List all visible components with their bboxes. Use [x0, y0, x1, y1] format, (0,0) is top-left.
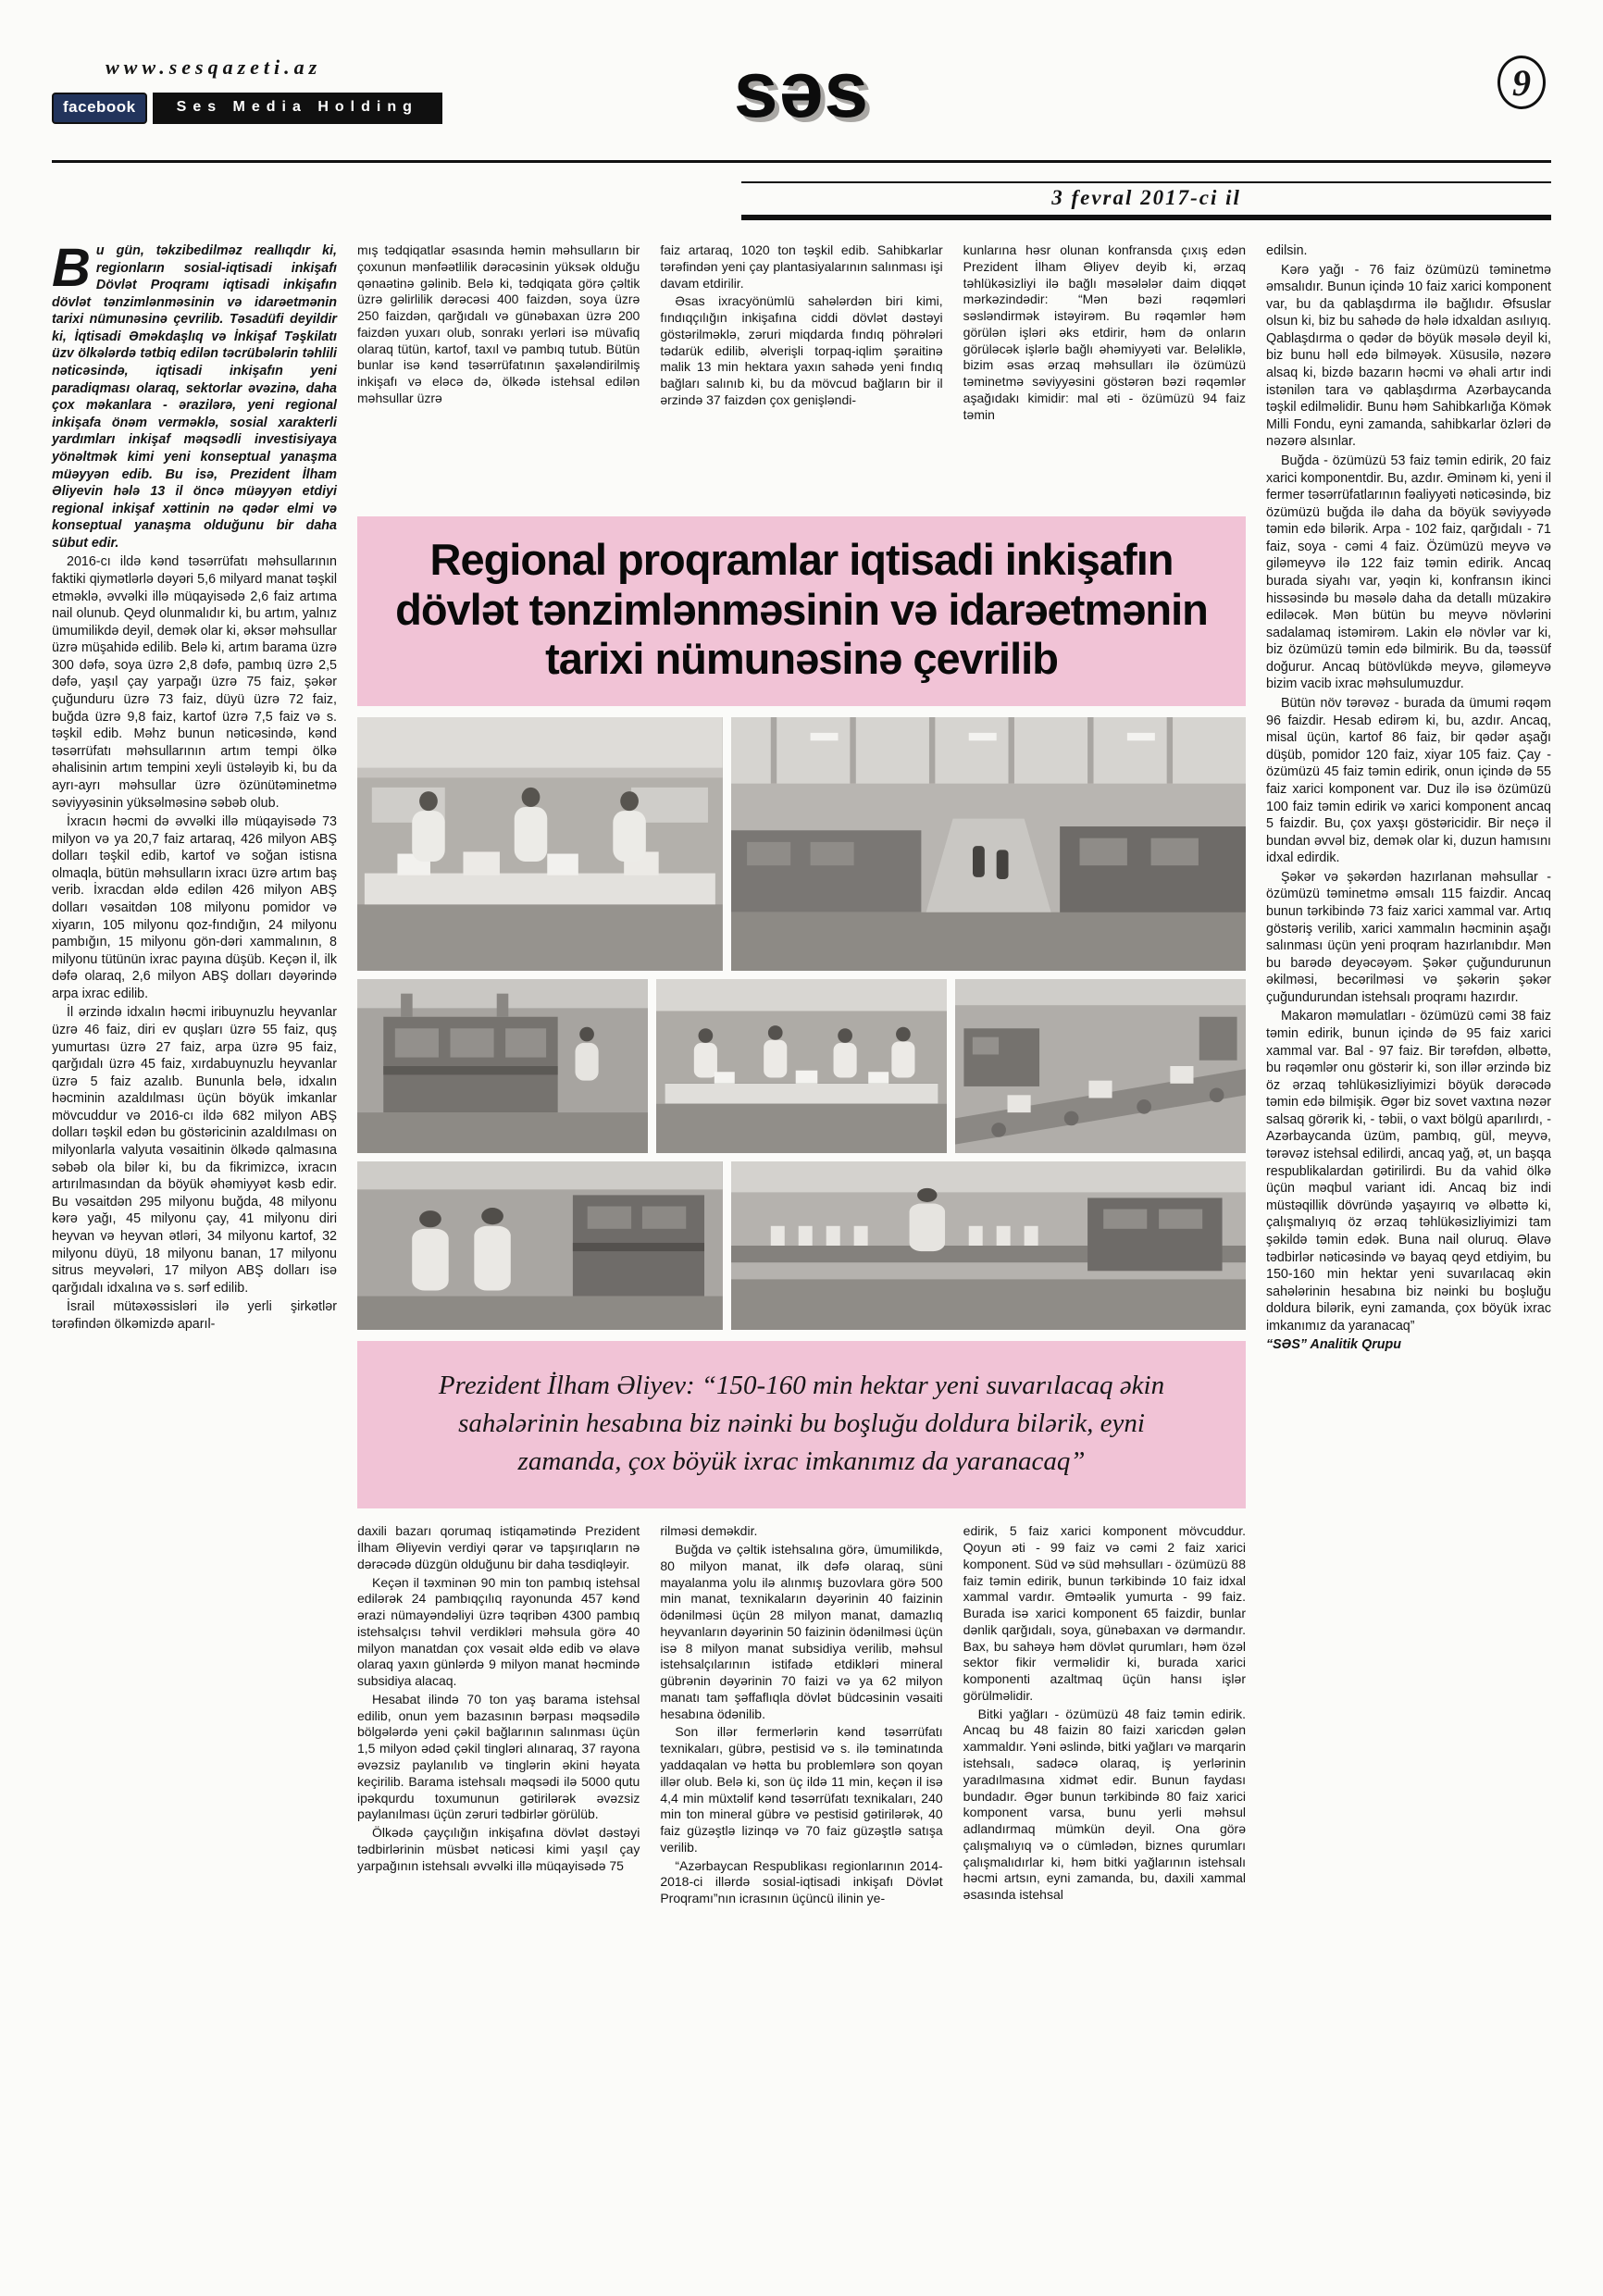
newspaper-logo: səs — [702, 48, 901, 131]
paragraph: Keçən il təxminən 90 min ton pambıq istehsal edilərək 24 pambıqçılıq rayonunda 457 kənd ərazi nümayəndəliyi üzrə təqribən 4300 pambıq istehsalçısı təhvil verdikləri məhsula görə 40 milyon manatdan çox vəsait əldə edib və əlavə olaraq yaxın günlərdə 9 milyon manat həcmində subsidiya alacaq. — [357, 1574, 640, 1689]
holding-name: Ses Media Holding — [153, 93, 442, 124]
article-body — [52, 238, 1551, 1909]
paragraph: Şəkər və şəkərdən hazırlanan məhsullar - özümüzü təminetmə əmsalı 115 faizdir. Ancaq bunun tərkibində 73 faiz xarici xammal var. Artıq göstəriş verilib, xarici xammalın həcminin aşağı salınması üçün yeni proqram hazırlanıbdır. Mən bu barədə deyəcəyəm. Şəkər çuğundurunun əkilməsi, becərilməsi və şəkərin şəkər çuğundurundan istehsalı proqramı hazırdır. — [1266, 869, 1551, 1005]
photo-workers-at-machine — [357, 1161, 723, 1330]
column-2-top — [357, 242, 640, 503]
photo-workers-sorting-tables — [656, 979, 947, 1153]
middle-section — [357, 242, 1246, 1909]
column-1 — [52, 238, 337, 1909]
paragraph: Bütün növ tərəvəz - burada da ümumi rəqəm 96 faizdir. Hesab edirəm ki, bu, azdır. Ancaq, misal üçün, kartof 86 faiz, bir qədər aşağı düşüb, pomidor 120 faiz, xiyar 105 faiz. Çay - özümüzü 45 faiz təmin edirik, onun içində də 55 faiz xarici komponent var. Duz ilə isə özümüzü 100 faiz təmin edirik və xarici komponent ancaq 5 faizdir. Bu, çox yaxşı göstəricidir. Bir neçə il bundan əvvəl biz, demək olar ki, duzun hamısını idxal edirdik. — [1266, 696, 1551, 866]
paragraph: 2016-cı ildə kənd təsərrüfatı məhsullarının faktiki qiymətlərlə dəyəri 5,6 milyard manat təşkil etməklə, əvvəlki illə müqayisədə 2,6 faiz artıma nail olunub. Qeyd olunmalıdır ki, bu artım, yalnız ümumilikdə deyil, demək olar ki, əksər məhsullar üzrə müşahidə edilib. Belə ki, artım barama üzrə 300 dəfə, soya üzrə 2,8 dəfə, pambıq üzrə 2,5 dəfə, yaşıl çay yarpağı üzrə 75 faiz, şəkər çuğunduru üzrə 73 faiz, düyü üzrə 72 faiz, buğda üzrə 9,8 faiz, kartof üzrə 7,5 faiz və s. təşkil edib. Məhz bunun nəticəsində, kənd təsərrüfatı məhsullarının artım tempi ölkə əhalisinin artım tempini xeyli üstələyib ki, bu da ayrı-ayrı məhsullar üzrə özünütəminetmə səviyyəsinin yüksəlməsinə səbəb olub. — [52, 554, 337, 811]
website-url: www.sesqazeti.az — [106, 56, 322, 79]
photo-workers-packing-line — [357, 717, 723, 971]
middle-bottom-text — [357, 1523, 1246, 1909]
headline-line-3: tarixi nümunəsinə çevrilib — [545, 634, 1058, 684]
paragraph: Makaron məmulatları - özümüzü cəmi 38 faiz təmin edirik, bunun içində də 95 faiz xarici xammal var. Bal - 97 faiz. Bir tərəfdən, əlbəttə, bu rəqəmlər onu göstərir ki, son illər ərzində biz öz ərzaq təhlükəsizliyimizi böyük dərəcədə təmin edə bilmişik. Əgər biz sovet vaxtına nəzər salsaq görərik ki, - təbii, o vaxt bölgü aparılırdı, - Azərbaycanda üzüm, pambıq, gül, meyvə, tərəvəz istehsal edilirdi, ancaq yağ, ət, un başqa respublikalardan gətirilirdi. Bu da vahid ölkə üçün məqbul variant idi. Ancaq biz indi müstəqillik dövründə yaşayırıq və əlbəttə ki, çalışmalıyıq öz ərzaq təhlükəsizliyimizi tam şəkildə təmin edək. Buna nail oluruq. Əlavə tədbirlər nəticəsində və bayaq qeyd etdiyim, bu 150-160 min hektar yeni suvarılacaq əkin sahələrinin hesabına biz nəinki bu boşluğu doldura bilərik, eyni zamanda, çox böyük ixrac imkanımız da yaranacaq” — [1266, 1009, 1551, 1334]
headline-line-2: dövlət tənzimlənməsinin və idarəetmənin — [395, 584, 1208, 634]
paragraph: Kərə yağı - 76 faiz özümüzü təminetmə əmsalıdır. Bunun içində 10 faiz xarici komponent var, bu da qablaşdırma ilə bağlıdır. Əfsuslar olsun ki, biz bu sahədə də hələ idxaldan asılıyıq. Qablaşdırma o qədər də böyük məsələ deyil ki, biz bunu həll edə bilməyək. Xüsusilə, nəzərə alsaq ki, bizdə bazarın həcmi və əhali artır indi istənilən tara və qablaşdırma Azərbaycanda təşkil edilməlidir. Bunu həm Sahibkarlığa Kömək Milli Fondu, eyni zamanda, sahibkarlar özləri də nəzərə alsınlar. — [1266, 262, 1551, 450]
facebook-icon: facebook — [52, 93, 147, 124]
paragraph: İl ərzində idxalın həcmi iribuynuzlu heyvanlar üzrə 46 faiz, diri ev quşları üzrə 55 faiz, quş yumurtası üzrə 27 faiz, arpa üzrə 95 faiz, qarğıdalı üzrə 45 faiz, xırdabuynuzlu heyvanlar üzrə 5 faiz azalıb. Bununla belə, idxalın həcminin azaldılması üçün böyük imkanlar mövcuddur və 2016-cı ildə 682 milyon ABŞ dolları təşkil edən bu göstəricinin azaldılması on milyonlarla valyuta vəsaitinin ölkədə qalmasına səbəb ola bilər ki, bu da fikrimizcə, ixracın artırılmasından da böyük əhəmiyyət kəsb edir. Bu vəsaitdən 295 milyonu buğda, 48 milyonu kərə yağı, 45 milyonu çay, 41 milyonu diri heyvan və heyvan ətləri, 34 milyonu kartof, 32 milyonu düyü, 18 milyonu banan, 17 milyonu sitrus meyvələri, 17 milyon ABŞ dolları isə qarğıdalı idxalına və s. sərf edilib. — [52, 1005, 337, 1296]
paragraph: İsrail mütəxəssisləri ilə yerli şirkətlər tərəfindən ölkəmizdə aparıl- — [52, 1299, 337, 1332]
machinery-icon — [357, 979, 648, 1153]
paragraph: edilsin. — [1266, 243, 1308, 258]
date-band — [741, 181, 1551, 220]
paragraph: Buğda və çəltik istehsalına görə, ümumilikdə, 80 milyon manat, ilk dəfə olaraq, süni mayalanma yolu ilə alınmış buzovlara görə 500 min manat, texnikaların dəyərinin 40 faizinin ödənilməsi üçün 28 milyon manat, damazlıq heyvanların dəyərinin 50 faizinin ödənilməsi üçün isə 8 milyon manat subsidiya verilib, məhsul istehsalçılarının istifadə etdikləri mineral gübrənin dəyərinin 70 faizi və ya 62 milyon manatı tam şəffaflıqla dövlət büdcəsinin vəsaiti hesabına ödənilib. — [660, 1542, 943, 1721]
paragraph: “Azərbaycan Respublikası regionlarının 2014-2018-ci illərdə sosial-iqtisadi inkişafı Dövlət Proqramı”nın icrasının üçüncü ilinin ye- — [660, 1857, 943, 1906]
column-3-top — [660, 242, 942, 503]
photo-collage — [357, 717, 1246, 1330]
column-2-bottom — [357, 1523, 640, 1909]
lead-paragraph — [52, 238, 337, 552]
paragraph: kunlarına həsr olunan konfransda çıxış edən Prezident İlham Əliyev deyib ki, ərzaq təhlükəsizliyi ilə bağlı məsələlər daim diqqət mərkəzindədir: “Mən bəzi rəqəmləri səsləndirmək istəyirəm. Bu rəqəmlər həm görülən işləri əks etdirir, həm də onların görüləcək işlərlə bağlı əhəmiyyəti var. Beləliklə, bizim əsas ərzaq məhsulları ilə özümüzü təminetmə səviyyəsini göstərən bəzi rəqəmlər aşağıdakı kimidir: mal əti - özümüzü 94 faiz təmin — [963, 242, 1246, 422]
factory-scene-icon — [357, 717, 723, 971]
paragraph: daxili bazarı qorumaq istiqamətində Prezident İlham Əliyevin verdiyi qərar və tapşırıqların nə dərəcədə düzgün olduğunu bir daha təsdiqləyir. — [357, 1523, 640, 1571]
column-3-bottom — [660, 1523, 942, 1909]
page-header — [52, 45, 1551, 220]
headline-line-1: Regional proqramlar iqtisadi inkişafın — [429, 535, 1174, 584]
issue-date: 3 fevral 2017-ci il — [1051, 186, 1241, 209]
conveyor-icon — [955, 979, 1246, 1153]
conveyor-icon — [731, 1161, 1246, 1330]
paragraph: Buğda - özümüzü 53 faiz təmin edirik, 20 faiz xarici komponentdir. Bu, azdır. Əminəm ki, yeni il fermer təsərrüfatlarının fəaliyyəti nəticəsində, biz özümüzü buğda ilə daha da böyük səviyyədə təmin edə bilərik. Arpa - 102 faiz, qarğıdalı - 71 faiz, soya - cəmi 4 faiz. Özümüzü meyvə və giləmeyvə ilə 122 faiz təmin edirik. Ancaq burada siyahı var, yəqin ki, konfransın ikinci hissəsində bu məsələ daha da detallı müzakirə ediləcək. Mən bütün bu meyvə növlərini sadalamaq istəmirəm. Lakin elə növlər var ki, biz özümüzü təmin edə bilmirik. Bu da, təəssüf doğurur. Ancaq bütövlükdə meyvə, giləmeyvə bizim vacib ixrac məhsulumuzdur. — [1266, 453, 1551, 692]
paragraph: rilməsi deməkdir. — [660, 1523, 758, 1539]
paragraph: edirik, 5 faiz xarici komponent mövcuddur. Qoyun əti - 99 faiz və cəmi 2 faiz xarici komponent. Süd və süd məhsulları - özümüzü 88 faiz təmin edirik, bunun tərkibində 10 faiz idxal xammal vardır. Əmtəəlik yumurta - 99 faiz. Burada isə xarici komponent 65 faizdir, bunlar dənlik qarğıdalı, soya, günəbaxan və dərmandır. Bax, bu sahəyə həm dövlət qurumları, həm özəl sektor fikir verməlidir ki, burada xarici komponenti azaltmaq üçün hansı işlər görülməlidir. — [963, 1523, 1246, 1703]
factory-scene-icon — [656, 979, 947, 1153]
page-number: 9 — [1497, 56, 1546, 109]
paragraph: Hesabat ilində 70 ton yaş barama istehsal edilib, onun yem bazasının bərpası məqsədilə bölgələrdə yeni çəkil bağlarının salınması üçün 1,5 milyon ədəd çəkil tingləri alınaraq, 37 rayona əvəzsiz paylanılıb və tinglərin əkini həyata keçirilib. Barama istehsalı məqsədi ilə 5000 qutu ipəkqurdu toxumunun gətirilərək əvəzsiz paylanılması üçün zəruri tədbirlər görülüb. — [357, 1691, 640, 1822]
column-5 — [1266, 242, 1551, 1909]
paragraph: Əsas ixracyönümlü sahələrdən biri kimi, fındıqçılığın inkişafına ciddi dövlət dəstəyi göstərilməklə, zəruri miqdarda fındıq pöhrələri tədarük edilib, əlverişli torpaq-iqlim şəraitinə malik 13 min hektara yaxın sahədə yeni fındıq bağları salınıb ki, bu da mövcud bağların bir il ərzində 37 faizdən çox genişləndi- — [660, 293, 943, 407]
paragraph: Son illər fermerlərin kənd təsərrüfatı texnikaları, gübrə, pestisid və s. ilə təminatında yaddaqalan və hətta bu problemlərə son qoyan illər olub. Belə ki, son üç ildə 11 min, keçən il isə 4,4 min müxtəlif kənd təsərrüfatı texnikaları, 240 min ton mineral gübrə və pestisid gətirilərək, 40 faiz güzəştlə lizinqə və 70 faiz güzəştlə satışa verilib. — [660, 1724, 943, 1855]
middle-top-text — [357, 242, 1246, 503]
photo-factory-hall — [731, 717, 1246, 971]
pullquote-text: Prezident İlham Əliyev: “150-160 min hektar yeni suvarılacaq əkin sahələrinin hesabına biz nəinki bu boşluğu doldura bilərik, eyni zamanda, çox böyük ixrac imkanımız da yaranacaq” — [438, 1370, 1165, 1477]
photo-bottling-line — [731, 1161, 1246, 1330]
factory-scene-icon — [731, 717, 1246, 971]
paragraph: Bitki yağları - özümüzü 48 faiz təmin edirik. Ancaq bu 48 faizin 80 faizi xaricdən gələn xammaldır. Yəni əslində, bitki yağları və marqarin istehsalı, sadəcə olaraq, iş yerlərinin yaradılmasına xidmət edir. Bunun faydası bundadır. Əgər bunun tərkibində 80 faiz xarici komponent varsa, bunu yerli məhsul adlandırmaq mümkün deyil. Ona görə çalışmalıyıq və o cümlədən, biznes qurumları çalışmalıdırlar ki, həm bitki yağlarının istehsalı həcmi artsın, eyni zamanda, bu, daxili xammal əsasında istehsal — [963, 1706, 1246, 1903]
paragraph: Ölkədə çayçılığın inkişafına dövlət dəstəyi tədbirlərinin müsbət nəticəsi kimi yaşıl çay yarpağının istehsalı əvvəlki illə müqayisədə 75 — [357, 1825, 640, 1873]
dropcap: B — [52, 238, 91, 298]
main-headline — [357, 516, 1246, 706]
byline: “SƏS” Analitik Qrupu — [1266, 1337, 1401, 1353]
paragraph: mış tədqiqatlar əsasında həmin məhsulların bir çoxunun mənfəətlilik dərəcəsinin yüksək olduğu qənaətinə gəlinib. Belə ki, tədqiqata görə çəltik üzrə gəlirlilik dərəcəsi 400 faizdən, soya üzrə 250 faizdən, qarğıdalı və günəbaxan üzrə 200 faizdən yuxarı olub, sonrakı yerləri isə müvafiq olaraq tütün, kartof, taxıl və pambıq tutub. Bütün bunlar isə kənd təsərrüfatının şaxələndirilmiş inkişafı və eləcə də, ölkədə istehsal edilən məhsullar üzrə — [357, 242, 640, 405]
column-4-top — [963, 242, 1246, 503]
masthead — [52, 45, 1551, 163]
photo-machinery-unit — [357, 979, 648, 1153]
paragraph: İxracın həcmi də əvvəlki illə müqayisədə 73 milyon və ya 20,7 faiz artaraq, 426 milyon ABŞ dolları təşkil edib, kartof və soğan istisna olmaqla, bütün məhsulların ixracı üzrə artım baş verib. İxracdan əldə edilən 426 milyon ABŞ dolları vəsaitdən 108 milyonu pomidor və xiyarın, 105 milyonu qoz-fındığın, 24 milyonu pambığın, 15 milyonu gön-dəri xammalının, 8 milyonu tütünün ixrac payına düşüb. Keçən il, ilk dəfə olaraq, 2,6 milyon ABŞ dolları dəyərində arpa ixrac edilib. — [52, 814, 337, 1001]
photo-production-line — [955, 979, 1246, 1153]
column-4-bottom — [963, 1523, 1246, 1909]
paragraph: faiz artaraq, 1020 ton təşkil edib. Sahibkarlar tərəfindən yeni çay plantasiyalarının salınması işi davam etdirilir. — [660, 242, 943, 291]
pullquote-block — [357, 1341, 1246, 1509]
lead-text: u gün, təkzibedilməz reallıqdır ki, regionların sosial-iqtisadi inkişafı Dövlət Proqramı iqtisadi inkişafın dövlət tənzimlənməsinin və idarəetmənin tarixi nümunəsinə çevrilib. Təsadüfi deyildir ki, İqtisadi Əməkdaşlıq və İnkişaf Təşkilatı üzv ölkələrdə tətbiq edilən təcrübələrin təhlili nəticəsində, iqtisadi inkişafın yeni paradiqması olaraq, sektorlar əvəzinə, daha çox məkanlara - ərazilərə, yeni regional inkişafa önəm verməklə, sosial xarakterli yardımları inkişaf məqsədli investisiyaya yönəltmək kimi yeni konseptual yanaşma müəyyən edib. Bu isə, Prezident İlham Əliyevin hələ 13 il öncə müəyyən etdiyi regional inkişaf xəttinin nə qədər elmi və konseptual yanaşma olduğunu bir daha sübut edir. — [52, 243, 337, 551]
factory-scene-icon — [357, 1161, 723, 1330]
